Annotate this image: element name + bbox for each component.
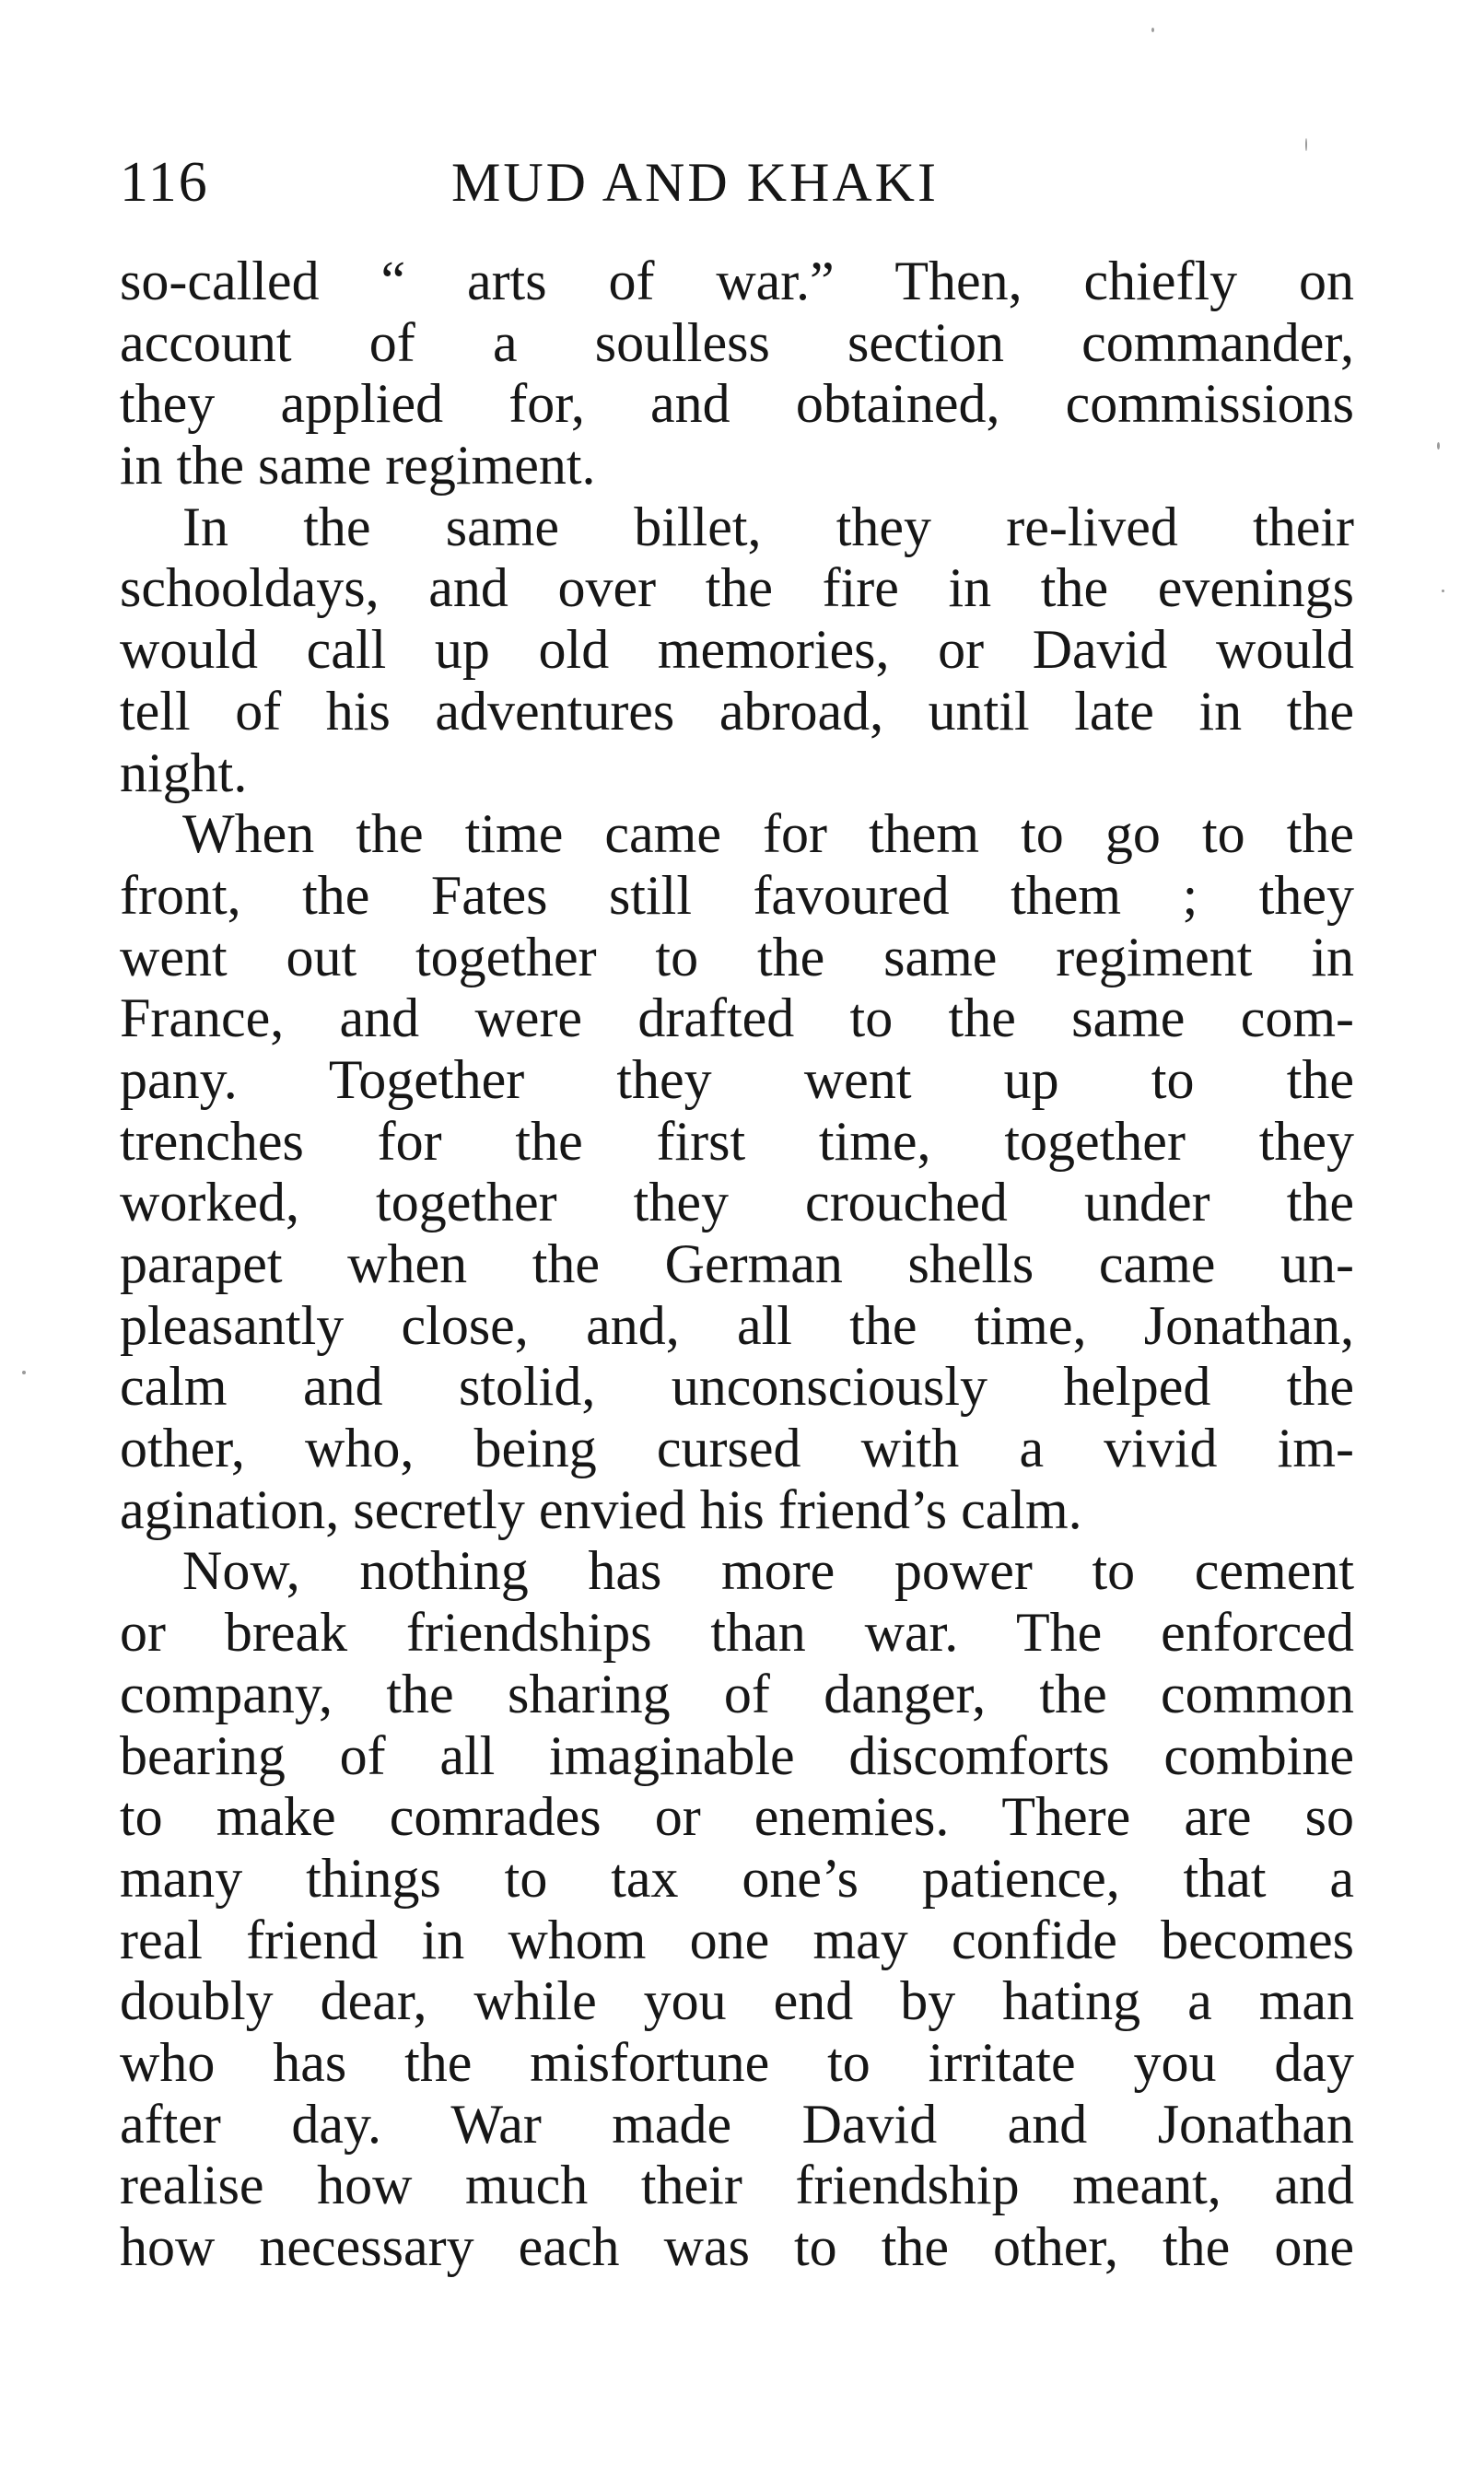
paper-speck (1151, 28, 1154, 32)
paper-speck (1305, 138, 1307, 151)
text-line: agination, secretly envied his friend’s calm. (120, 1478, 1082, 1540)
text-line: pany. Together they went up to the (120, 1048, 1354, 1110)
text-line: many things to tax one’s patience, that a (120, 1847, 1354, 1909)
page-number: 116 (120, 151, 209, 214)
text-line: after day. War made David and Jonathan (120, 2093, 1354, 2155)
text-line: they applied for, and obtained, commissions (120, 373, 1354, 435)
text-line: France, and were drafted to the same com- (120, 987, 1354, 1049)
text-line: trenches for the first time, together they (120, 1110, 1354, 1172)
text-line: how necessary each was to the other, the one (120, 2216, 1354, 2277)
text-line: calm and stolid, unconsciously helped the (120, 1356, 1354, 1418)
text-line: company, the sharing of danger, the common (120, 1663, 1354, 1724)
running-head (120, 146, 1354, 219)
text-line: In the same billet, they re-lived their (182, 496, 1354, 557)
text-line: would call up old memories, or David would (120, 619, 1354, 681)
text-line: so-called “ arts of war.” Then, chiefly on (120, 251, 1354, 311)
text-line: front, the Fates still favoured them ; they (120, 864, 1354, 926)
paper-speck (1442, 590, 1444, 592)
running-title: MUD AND KHAKI (451, 152, 939, 213)
text-line: other, who, being cursed with a vivid im- (120, 1418, 1354, 1479)
text-line: worked, together they crouched under the (120, 1172, 1354, 1233)
text-line: Now, nothing has more power to cement (182, 1540, 1354, 1602)
text-line: parapet when the German shells came un- (120, 1233, 1354, 1294)
text-line: doubly dear, while you end by hating a man (120, 1970, 1354, 2032)
text-line: in the same regiment. (120, 435, 596, 497)
text-line: went out together to the same regiment in (120, 926, 1354, 987)
text-line: bearing of all imaginable discomforts combine (120, 1724, 1354, 1786)
text-line: to make comrades or enemies. There are so (120, 1786, 1354, 1848)
body-text (120, 251, 1354, 2278)
text-line: When the time came for them to go to the (182, 803, 1354, 865)
text-line: night. (120, 742, 248, 803)
text-line: or break friendships than war. The enforced (120, 1602, 1354, 1664)
text-line: who has the misfortune to irritate you day (120, 2031, 1354, 2093)
text-line: real friend in whom one may confide becomes (120, 1909, 1354, 1970)
text-line: tell of his adventures abroad, until late in the (120, 680, 1354, 742)
text-line: pleasantly close, and, all the time, Jonathan, (120, 1294, 1354, 1356)
text-line: account of a soulless section commander, (120, 311, 1354, 373)
paper-speck (22, 1371, 26, 1374)
text-line: schooldays, and over the fire in the evenings (120, 557, 1354, 619)
paper-speck (1437, 442, 1440, 450)
text-line: realise how much their friendship meant, and (120, 2155, 1354, 2216)
